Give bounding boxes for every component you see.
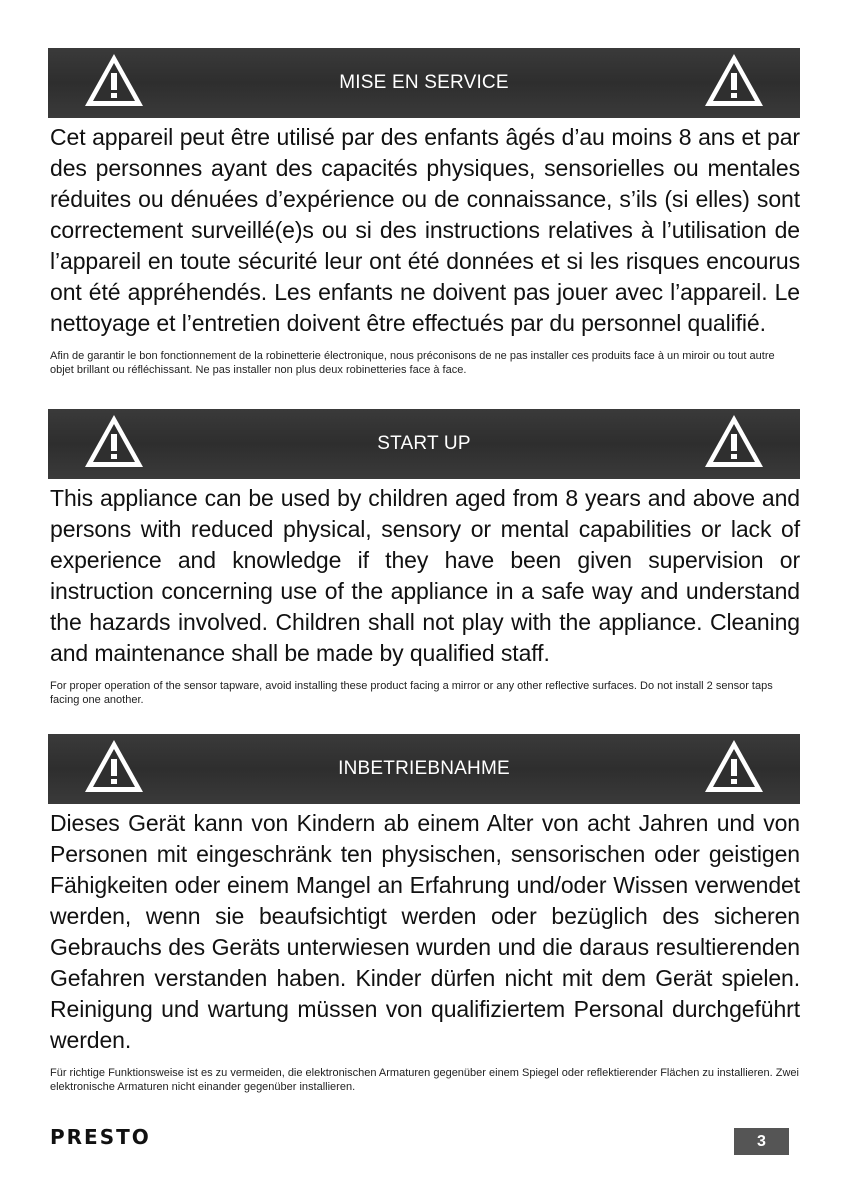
section-note: For proper operation of the sensor tapware, avoid installing these product facing a mirror or any other reflective surfaces. Do not install 2 sensor taps facing one another. [50,680,773,706]
warning-triangle-icon [702,737,766,795]
section-note: Afin de garantir le bon fonctionnement de la robinetterie électronique, nous préconisons de ne pas installer ces produits face à un miroir ou tout autre objet brillant ou réfléchissant. Ne pas installer non plus deux robinetteries face à face. [50,350,775,376]
section-note: Für richtige Funktionsweise ist es zu vermeiden, die elektronischen Armaturen gegenüber einem Spiegel oder reflektierender Flächen zu installieren. Zwei elektronische Armaturen nicht einander gegenüber installieren. [50,1067,799,1093]
section-heading-banner [48,734,800,804]
section-heading: START UP [377,433,471,454]
section-inbetriebnahme [48,734,800,1094]
section-body-text: Cet appareil peut être utilisé par des enfants âgés d’au moins 8 ans et par des personnes ayant des capacités physiques, sensorielles ou mentales réduites ou dénuées d’expérience ou de connaissance, s’ils (si elles) sont correctement surveillé(e)s ou si des instructions relatives à l’utilisation de l’appareil en toute sécurité leur ont été données et si les risques encourus ont été appréhendés. Les enfants ne doivent pas jouer avec l’appareil. Le nettoyage et l’entretien doivent être effectués par du personnel qualifié. [50,124,800,336]
page-number: 3 [734,1128,789,1155]
warning-triangle-icon [702,51,766,109]
warning-triangle-icon [702,412,766,470]
section-heading: MISE EN SERVICE [339,72,509,93]
section-start-up [48,409,800,707]
section-heading: INBETRIEBNAHME [338,758,510,779]
section-body-text: Dieses Gerät kann von Kindern ab einem Alter von acht Jahren und von Personen mit eingeschränk ten physischen, sensorischen oder geistigen Fähigkeiten oder einem Mangel an Erfahrung und/oder Wissen verwendet werden, wenn sie beaufsichtigt werden oder bezüglich des sicheren Gebrauchs des Geräts unterwiesen wurden und die daraus resultierenden Gefahren verstanden haben. Kinder dürfen nicht mit dem Gerät spielen. Reinigung und wartung müssen von qualifiziertem Personal durchgeführt werden. [50,810,800,1053]
section-body-text: This appliance can be used by children aged from 8 years and above and persons with reduced physical, sensory or mental capabilities or lack of experience and knowledge if they have been given supervision or instruction concerning use of the appliance in a safe way and understand the hazards involved. Children shall not play with the appliance. Cleaning and maintenance shall be made by qualified staff. [50,485,800,666]
brand-logo: PRESTO [50,1125,151,1149]
section-heading-banner [48,409,800,479]
section-mise-en-service [48,48,800,377]
section-heading-banner [48,48,800,118]
